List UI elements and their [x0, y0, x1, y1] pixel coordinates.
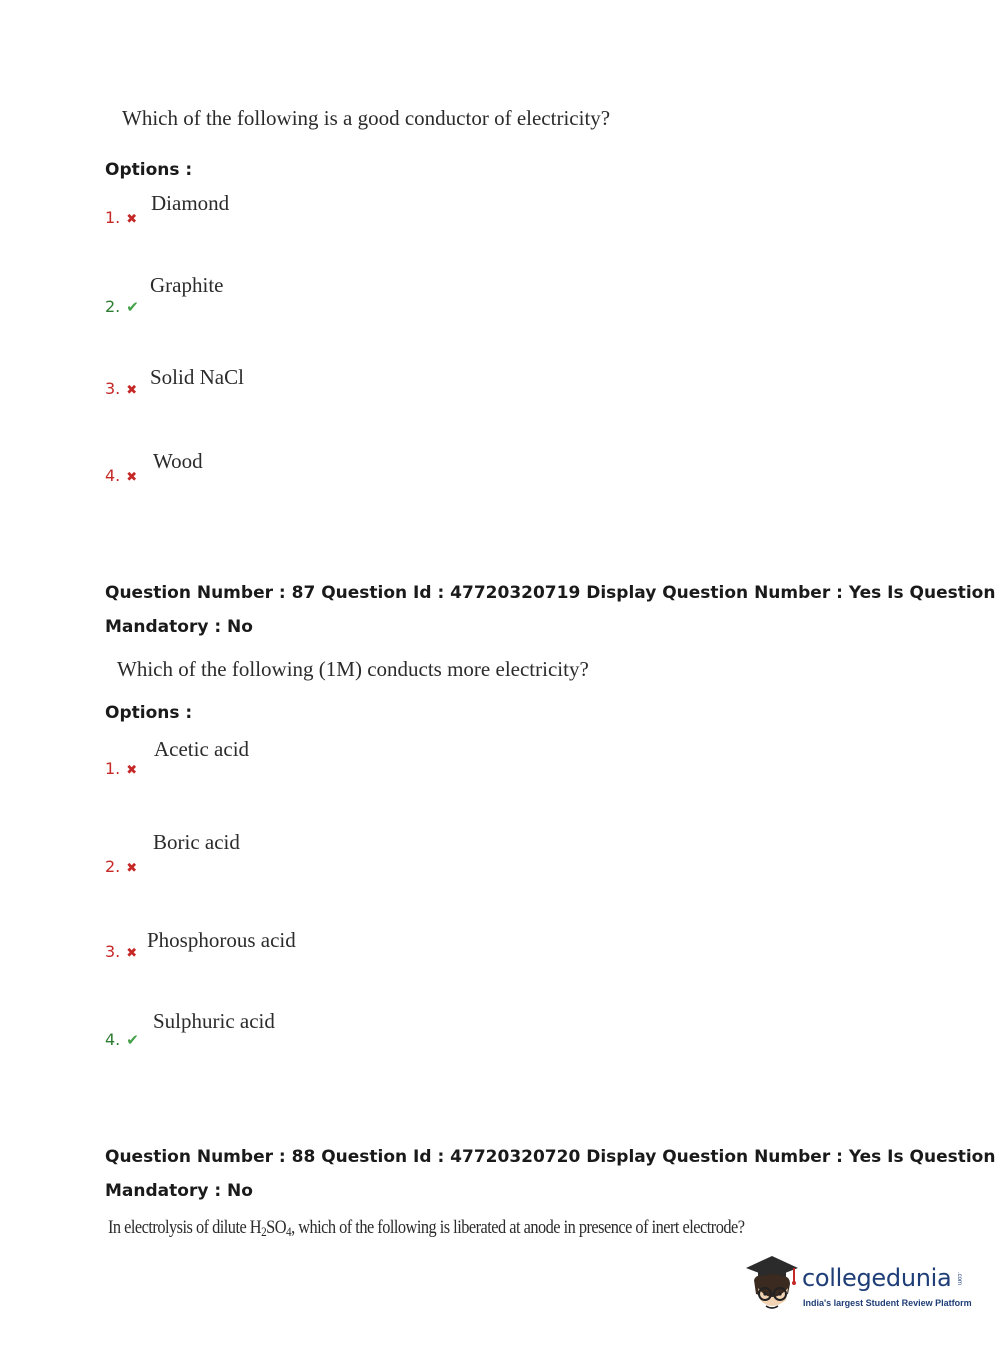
- cross-mark-icon: ✖: [126, 212, 138, 227]
- question-meta-line: Question Number : 87 Question Id : 47720320719 Display Question Number : Yes Is Question: [105, 583, 996, 603]
- logo-tagline: India's largest Student Review Platform: [803, 1298, 972, 1308]
- cross-mark-icon: ✖: [126, 763, 138, 778]
- option-number: 1. ✖: [105, 208, 138, 227]
- option-text: Boric acid: [153, 830, 240, 854]
- cross-mark-icon: ✖: [126, 470, 138, 485]
- mascot-logo-icon: [742, 1250, 802, 1320]
- option-number: 3. ✖: [105, 942, 138, 961]
- option-text: Diamond: [151, 191, 230, 215]
- question-meta-line: Mandatory : No: [105, 1181, 253, 1201]
- option-text: Acetic acid: [154, 737, 250, 761]
- option-number: 4. ✔: [105, 1030, 139, 1049]
- option-text: Phosphorous acid: [147, 928, 296, 952]
- option-number: 2. ✖: [105, 857, 138, 876]
- option-text: Solid NaCl: [150, 365, 244, 389]
- cross-mark-icon: ✖: [126, 383, 138, 398]
- question-text: Which of the following (1M) conducts more electricity?: [117, 657, 589, 681]
- cross-mark-icon: ✖: [126, 861, 138, 876]
- question-meta-line: Mandatory : No: [105, 617, 253, 637]
- options-label: Options :: [105, 160, 193, 180]
- check-mark-icon: ✔: [126, 298, 139, 316]
- option-text: Wood: [153, 449, 203, 473]
- option-text: Sulphuric acid: [153, 1009, 275, 1033]
- cross-mark-icon: ✖: [126, 946, 138, 961]
- question-meta-line: Question Number : 88 Question Id : 47720320720 Display Question Number : Yes Is Question: [105, 1147, 996, 1167]
- question-text: In electrolysis of dilute $H_2SO_4$, which of the following is liberated at anode in presence of inert electrode?: [108, 1217, 745, 1239]
- options-label: Options :: [105, 703, 193, 723]
- question-text: Which of the following is a good conductor of electricity?: [122, 106, 611, 130]
- collegedunia-logo: [742, 1250, 972, 1320]
- option-number: 1. ✖: [105, 759, 138, 778]
- option-number: 2. ✔: [105, 297, 139, 316]
- logo-suffix: .com: [956, 1272, 962, 1286]
- option-number: 4. ✖: [105, 466, 138, 485]
- check-mark-icon: ✔: [126, 1031, 139, 1049]
- option-number: 3. ✖: [105, 379, 138, 398]
- option-text: Graphite: [150, 273, 224, 297]
- logo-wordmark: collegedunia: [802, 1264, 952, 1292]
